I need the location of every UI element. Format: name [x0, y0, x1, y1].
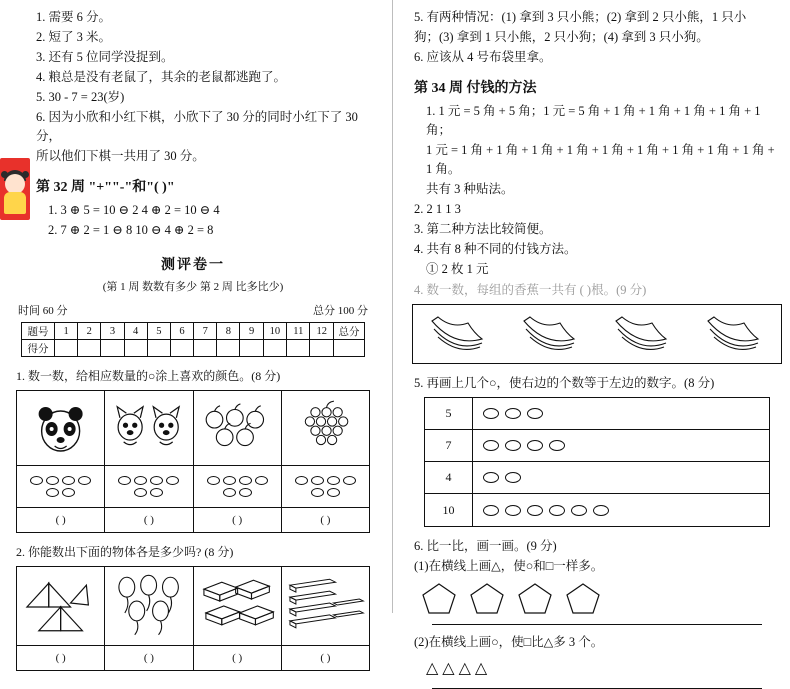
answer-blank[interactable]: ( )	[320, 514, 331, 526]
answer-line: 6. 应该从 4 号布袋里拿。	[414, 50, 552, 64]
answer-line: 5. 30 - 7 = 23(岁)	[36, 90, 125, 104]
pentagon-icon	[422, 582, 456, 614]
banana-bunch-icon	[608, 311, 678, 357]
col-header: 4	[124, 323, 147, 340]
table-row	[425, 398, 769, 430]
test-subtitle: (第 1 周 数数有多少 第 2 周 比多比少)	[102, 281, 284, 293]
time-label: 时间 60 分	[18, 305, 68, 317]
banana-bunch-icon	[700, 311, 770, 357]
answer-underline[interactable]	[432, 624, 762, 625]
cell	[194, 340, 217, 357]
table-row	[425, 494, 769, 526]
right-page-column	[404, 0, 790, 677]
circle-area[interactable]	[473, 408, 769, 419]
col-header: 1	[54, 323, 77, 340]
section-line: 1. 3 ⊕ 5 = 10 ⊖ 2 4 ⊕ 2 = 10 ⊖ 4	[48, 203, 220, 217]
answer-line: 1. 需要 6 分。	[36, 10, 112, 24]
answer-blank[interactable]: ( )	[17, 646, 105, 670]
grapes-icon	[284, 397, 367, 459]
pentagon-icon	[518, 582, 552, 614]
apples-cell	[194, 391, 282, 465]
cell	[263, 340, 286, 357]
question-6b-text: (2)在横线上画○，使□比△多 3 个。	[414, 635, 604, 649]
col-header: 10	[263, 323, 286, 340]
section-line: 2. 7 ⊕ 2 = 1 ⊖ 8 10 ⊖ 4 ⊕ 2 = 8	[48, 223, 214, 237]
answer-blank[interactable]: ( )	[17, 508, 105, 532]
balloons-cell	[105, 567, 193, 645]
answer-line: 2. 短了 3 米。	[36, 30, 112, 44]
answer-blank[interactable]: ( )	[194, 508, 282, 532]
col-header: 3	[101, 323, 124, 340]
page-center-divider	[392, 0, 393, 613]
answer-blank[interactable]: ( )	[105, 508, 193, 532]
cell	[333, 340, 364, 357]
cell	[147, 340, 170, 357]
cell	[101, 340, 124, 357]
question-6-text: 6. 比一比，画一画。(9 分)	[414, 539, 557, 553]
pentagon-row	[422, 582, 790, 614]
section-line: 1. 1 元 = 5 角 + 5 角；1 元 = 5 角 + 1 角 + 1 角 + 1 角 + 1 角 + 1 角；	[426, 104, 761, 137]
row-number: 10	[425, 494, 473, 526]
banana-bunch-icon	[516, 311, 586, 357]
question-5-box	[424, 397, 770, 527]
grapes-cell	[282, 391, 369, 465]
decorative-mascot-stamp	[0, 158, 30, 220]
section-line: ① 2 枚 1 元	[426, 262, 489, 276]
circle-area[interactable]	[473, 505, 769, 516]
pentagon-icon	[470, 582, 504, 614]
answer-blank[interactable]: ( )	[320, 652, 331, 664]
question-4-text: 4. 数一数，每组的香蕉一共有 ( )根。(9 分)	[414, 283, 647, 297]
row-header: 题号	[22, 323, 55, 340]
question-2-answer-box	[16, 566, 370, 671]
row-number: 7	[425, 430, 473, 461]
table-row	[425, 462, 769, 494]
question-4-banana-box	[412, 304, 782, 364]
section-line: 4. 共有 8 种不同的付钱方法。	[414, 242, 577, 256]
panda-cell	[17, 391, 105, 465]
table-row	[425, 430, 769, 462]
table-row	[22, 340, 365, 357]
books-icon	[196, 573, 279, 639]
cell	[170, 340, 193, 357]
circle-area[interactable]	[473, 472, 769, 483]
cell	[217, 340, 240, 357]
cell	[54, 340, 77, 357]
col-header: 12	[310, 323, 333, 340]
circle-area[interactable]	[473, 440, 769, 451]
cell	[310, 340, 333, 357]
test-title: 测评卷一	[161, 258, 225, 273]
table-row	[22, 323, 365, 340]
panda-icon	[19, 397, 102, 459]
answer-line: 狗；(3) 拿到 1 只小熊，2 只小狗；(4) 拿到 3 只小狗。	[414, 30, 709, 44]
circles-cell	[17, 466, 105, 507]
col-header: 8	[217, 323, 240, 340]
row-header: 得分	[22, 340, 55, 357]
score-table	[21, 322, 365, 357]
pencils-cell	[282, 567, 369, 645]
cell	[78, 340, 101, 357]
answer-line: 6. 因为小欣和小红下棋，小欣下了 30 分的同时小红下了 30 分，	[36, 110, 358, 143]
answer-line: 5. 有两种情况：(1) 拿到 3 只小熊；(2) 拿到 2 只小熊，1 只小	[414, 10, 747, 24]
row-number: 4	[425, 462, 473, 493]
answer-line: 所以他们下棋一共用了 30 分。	[36, 149, 205, 163]
cell	[124, 340, 147, 357]
section-line: 3. 第二种方法比较简便。	[414, 222, 552, 236]
question-1-answer-box	[16, 390, 370, 533]
col-header: 9	[240, 323, 263, 340]
row-number: 5	[425, 398, 473, 429]
cell	[287, 340, 310, 357]
question-5-text: 5. 再画上几个○，使右边的个数等于左边的数字。(8 分)	[414, 376, 715, 390]
answer-line: 4. 粮总是没有老鼠了，其余的老鼠都逃跑了。	[36, 70, 287, 84]
answer-line: 3. 还有 5 位同学没捉到。	[36, 50, 174, 64]
question-2-text: 2. 你能数出下面的物体各是多少吗? (8 分)	[16, 545, 234, 559]
triangles-icon	[19, 573, 102, 639]
pencils-icon	[284, 573, 367, 639]
pentagon-icon	[566, 582, 600, 614]
col-header: 11	[287, 323, 310, 340]
col-header: 2	[78, 323, 101, 340]
section-line: 共有 3 种贴法。	[426, 182, 514, 196]
section-heading-week32: 第 32 周 "+""-"和"( )"	[36, 180, 175, 195]
balloons-icon	[107, 573, 190, 639]
section-line: 1 元 = 1 角 + 1 角 + 1 角 + 1 角 + 1 角 + 1 角 + 1 角 + 1 角 + 1 角 + 1 角。	[426, 143, 775, 176]
answer-blank[interactable]: ( )	[194, 646, 282, 670]
apples-icon	[196, 397, 279, 459]
total-score-label: 总分 100 分	[313, 305, 368, 317]
section-heading-week34: 第 34 周 付钱的方法	[414, 81, 537, 96]
section-line: 2. 2 1 1 3	[414, 202, 461, 216]
circles-cell	[105, 466, 193, 507]
circles-cell	[194, 466, 282, 507]
answer-blank[interactable]: ( )	[105, 646, 193, 670]
question-6a-text: (1)在横线上画△，使○和□一样多。	[414, 559, 604, 573]
question-1-text: 1. 数一数，给相应数量的○涂上喜欢的颜色。(8 分)	[16, 369, 281, 383]
triangle-row: △△△△	[426, 660, 492, 677]
banana-bunch-icon	[424, 311, 494, 357]
left-page-column	[0, 0, 386, 664]
col-header: 6	[170, 323, 193, 340]
dogs-cell	[105, 391, 193, 465]
circles-cell	[282, 466, 369, 507]
col-header: 总分	[333, 323, 364, 340]
books-cell	[194, 567, 282, 645]
cell	[240, 340, 263, 357]
two-dogs-icon	[107, 397, 190, 459]
triangles-cell	[17, 567, 105, 645]
col-header: 7	[194, 323, 217, 340]
col-header: 5	[147, 323, 170, 340]
